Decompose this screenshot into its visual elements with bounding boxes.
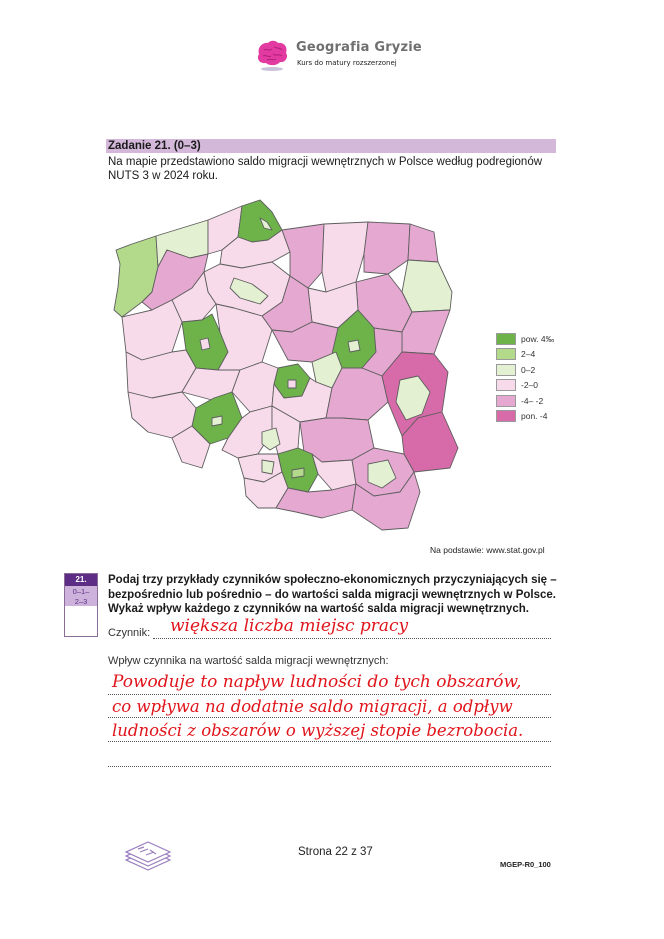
factor-answer-handwriting: większa liczba miejsc pracy	[170, 616, 409, 636]
question-line: Wykaż wpływ każdego z czynników na wartość salda migracji wewnętrznych.	[108, 603, 529, 615]
impact-answer-handwriting: ludności z obszarów o wyższej stopie bezrobocia.	[112, 721, 524, 740]
legend-item	[496, 347, 554, 363]
score-range-line: 0–1–	[72, 587, 90, 596]
logo-subtitle: Kurs do matury rozszerzonej	[297, 59, 397, 67]
question-line: Podaj trzy przykłady czynników społeczno-ekonomicznych przyczyniających się –	[108, 574, 557, 586]
task-title: Zadanie 21. (0–3)	[108, 140, 201, 152]
question-line: bezpośrednio lub pośrednio – do wartości salda migracji wewnętrznych w Polsce.	[108, 588, 556, 601]
legend-swatch	[496, 379, 516, 391]
legend-label: pon. -4	[521, 411, 548, 422]
legend-swatch	[496, 364, 516, 376]
legend-label: 0–2	[521, 364, 536, 375]
score-range-line: 2–3	[74, 596, 88, 606]
legend-label: -2–0	[521, 380, 539, 391]
legend-item	[496, 378, 554, 394]
region-elk	[364, 222, 410, 274]
legend-swatch	[496, 348, 516, 360]
legend-label: 2–4	[521, 349, 536, 360]
region-bialystok	[402, 260, 452, 312]
region-warsaw-city	[348, 340, 360, 352]
legend-swatch	[496, 333, 516, 345]
factor-label: Czynnik:	[108, 627, 151, 639]
impact-answer-handwriting: Powoduje to napływ ludności do tych obszarów,	[112, 672, 522, 692]
page-number: Strona 22 z 37	[298, 846, 373, 858]
factor-answer-line[interactable]	[153, 638, 551, 639]
question-text	[108, 573, 558, 617]
score-range	[65, 586, 97, 606]
legend-item	[496, 409, 554, 425]
score-box	[64, 573, 98, 637]
region-nowy-sacz	[276, 484, 356, 518]
map-legend	[496, 331, 554, 424]
region-poznan-city	[200, 338, 210, 350]
impact-answer-line[interactable]	[108, 741, 551, 742]
exam-code: MGEP-R0_100	[500, 860, 551, 869]
region-suwalki	[408, 224, 438, 262]
legend-swatch	[496, 395, 516, 407]
paper-stack-icon	[122, 840, 174, 874]
legend-label: pow. 4‰	[521, 333, 555, 344]
logo	[254, 38, 290, 77]
task-description-line: NUTS 3 w 2024 roku.	[108, 170, 218, 182]
task-description-line: Na mapie przedstawiono saldo migracji wewnętrznych w Polsce według podregionów	[108, 156, 543, 168]
legend-item	[496, 362, 554, 378]
region-gliwice-inner	[262, 460, 274, 474]
impact-answer-line[interactable]	[108, 717, 551, 718]
region-krakow-city	[292, 468, 304, 478]
legend-item	[496, 393, 554, 409]
region-bielsk	[402, 310, 450, 354]
legend-item	[496, 331, 554, 347]
impact-answer-handwriting: co wpływa na dodatnie saldo migracji, a odpływ	[112, 697, 513, 716]
score-task-number: 21.	[65, 574, 97, 586]
impact-answer-line[interactable]	[108, 694, 551, 695]
poland-migration-map	[112, 192, 474, 538]
logo-title: Geografia Gryzie	[296, 40, 422, 55]
legend-swatch	[496, 410, 516, 422]
region-wroclaw-city	[212, 416, 222, 426]
legend-label: -4– -2	[521, 395, 544, 406]
task-description	[108, 155, 558, 183]
brain-icon	[254, 38, 290, 72]
map-source: Na podstawie: www.stat.gov.pl	[430, 545, 545, 555]
impact-answer-line[interactable]	[108, 766, 551, 767]
impact-label: Wpływ czynnika na wartość salda migracji wewnętrznych:	[108, 655, 389, 667]
region-lodz-city	[288, 380, 296, 388]
